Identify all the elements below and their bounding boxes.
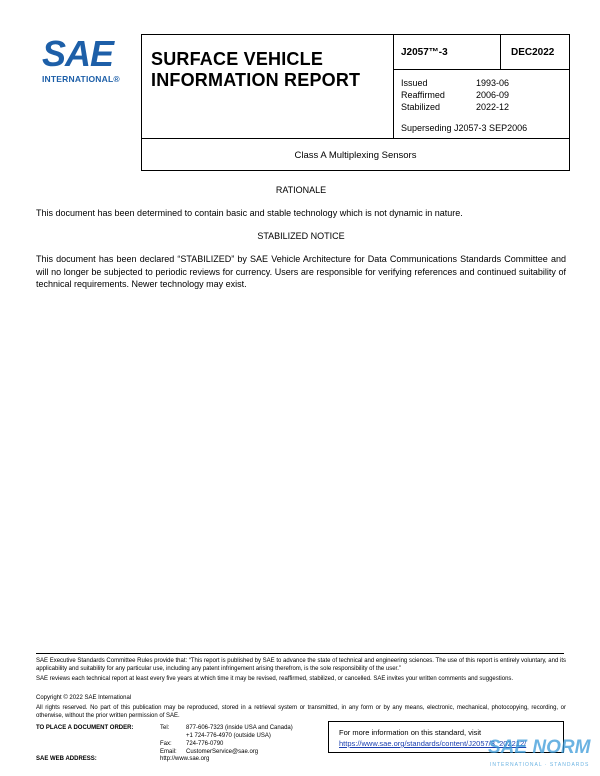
doc-number: J2057™-3	[401, 47, 448, 58]
tel-secondary: +1 724-776-4970 (outside USA)	[186, 733, 271, 739]
stabilized-row	[401, 102, 509, 112]
superseding-note: Superseding J2057-3 SEP2006	[401, 123, 528, 133]
stabilized-notice-text: This document has been declared “STABILIZED” by SAE Vehicle Architecture for Data Communications Standards Committee and will no longer be subjected to periodic reviews for currency. Users are responsible for verifying references and continued suitability of technical requirements. Newer technology may exist.	[36, 254, 566, 289]
stabilized-notice-heading: STABILIZED NOTICE	[257, 231, 345, 241]
tel-primary: 877-606-7323 (inside USA and Canada)	[186, 725, 293, 731]
rationale-text: This document has been determined to contain basic and stable technology which is not dynamic in nature.	[36, 208, 463, 218]
stabilized-label: Stabilized	[401, 102, 441, 112]
watermark-subtext: INTERNATIONAL · STANDARDS	[490, 762, 590, 768]
order-label: TO PLACE A DOCUMENT ORDER:	[36, 725, 134, 731]
subject-row	[142, 139, 569, 170]
web-address-label: SAE WEB ADDRESS:	[36, 756, 97, 762]
standard-url-link[interactable]: https://www.sae.org/standards/content/J2057/3_202212/	[339, 739, 527, 748]
rationale-heading: RATIONALE	[275, 185, 327, 195]
email-address[interactable]: CustomerService@sae.org	[186, 749, 259, 755]
review-text: SAE reviews each technical report at least every five years at which time it may be revised, reaffirmed, stabilized, or cancelled. SAE invites your written comments and suggestions.	[36, 676, 514, 682]
issued-row	[401, 78, 509, 88]
logo-subtitle: INTERNATIONAL®	[42, 74, 120, 84]
document-type-title	[151, 49, 360, 91]
sae-logo	[40, 33, 126, 88]
copyright-text: Copyright © 2022 SAE International	[36, 695, 132, 701]
rights-text: All rights reserved. No part of this publication may be reproduced, stored in a retrieval system or transmitted, in any form or by any means, electronic, mechanical, photocopying, recording, or otherwise, without the prior written permission of SAE.	[36, 705, 566, 719]
doc-date-cell	[501, 35, 569, 70]
email-label: Email:	[160, 749, 177, 755]
document-header	[141, 34, 570, 171]
tel-label: Tel:	[160, 725, 170, 731]
title-cell	[142, 35, 394, 139]
issued-label: Issued	[401, 78, 428, 88]
stabilized-value: 2022-12	[476, 102, 510, 112]
title-line-1: SURFACE VEHICLE	[151, 49, 324, 69]
reaffirmed-value: 2006-09	[476, 90, 510, 100]
fax-number: 724-776-0790	[186, 741, 224, 747]
footer-divider	[36, 653, 564, 654]
document-subject: Class A Multiplexing Sensors	[294, 150, 417, 161]
watermark-text: SAE NORM	[488, 737, 591, 758]
committee-rules-text: SAE Executive Standards Committee Rules provide that: “This report is published by SAE to advance the state of technical and engineering sciences. The use of this report is entirely voluntary, and its applicability and suitability for any particular use, including any patent infringement arising therefrom, is the sole responsibility of the user.”	[36, 658, 566, 672]
web-address-link[interactable]: http://www.sae.org	[160, 756, 210, 762]
title-line-2: INFORMATION REPORT	[151, 70, 361, 90]
reaffirmed-label: Reaffirmed	[401, 90, 445, 100]
logo-mark: SAE	[42, 33, 114, 74]
fax-label: Fax:	[160, 741, 172, 747]
doc-date: DEC2022	[511, 47, 555, 58]
more-info-text: For more information on this standard, visit	[339, 728, 482, 737]
reaffirmed-row	[401, 90, 509, 100]
sae-norm-watermark	[480, 735, 590, 773]
doc-number-cell	[394, 35, 501, 70]
issued-value: 1993-06	[476, 78, 510, 88]
